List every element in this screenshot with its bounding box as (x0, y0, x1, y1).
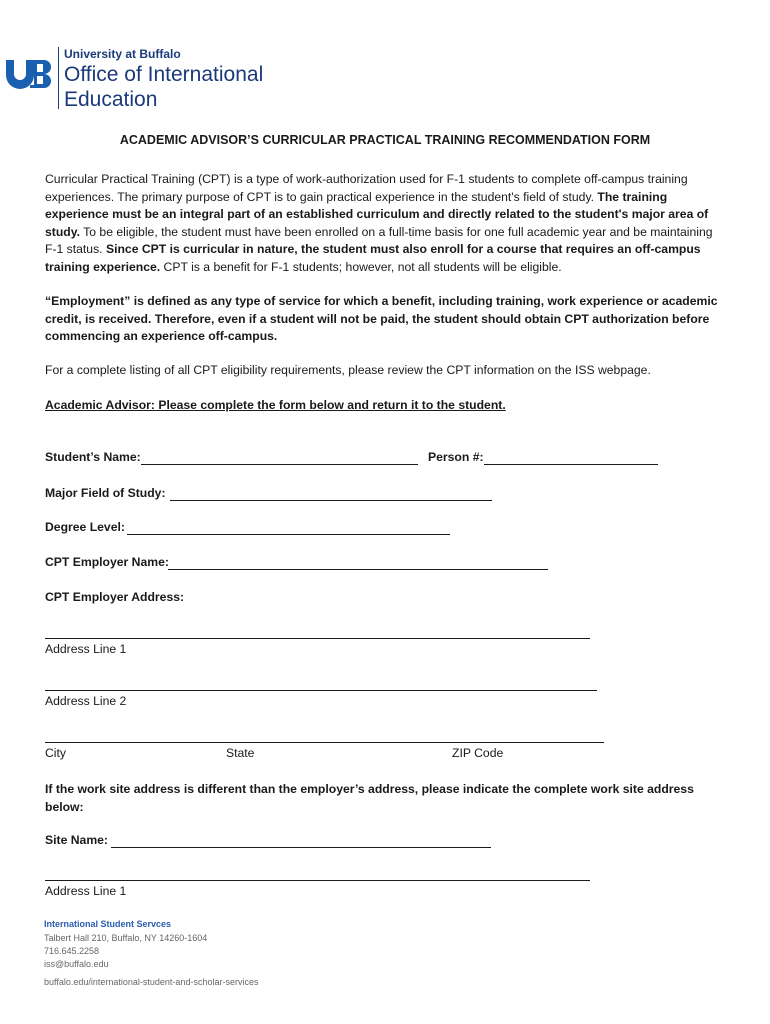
footer-office: International Student Servces (44, 919, 172, 929)
degree-field[interactable] (127, 534, 450, 535)
employer-name-label: CPT Employer Name: (45, 555, 169, 569)
office-name-line2: Education (64, 88, 158, 111)
site-name-label: Site Name: (45, 833, 108, 847)
intro-paragraph (45, 171, 725, 277)
person-number-field[interactable] (484, 464, 658, 465)
person-number-label: Person #: (428, 450, 484, 464)
intro-bold-2: Since CPT is curricular in nature, the student must also enroll for a course that requires an off-campus training experience. (45, 242, 701, 274)
footer-address: Talbert Hall 210, Buffalo, NY 14260-1604 (44, 933, 208, 943)
address-line2-field[interactable] (45, 690, 597, 691)
student-name-label: Student’s Name: (45, 450, 141, 464)
university-name: University at Buffalo (64, 47, 181, 61)
footer-phone: 716.645.2258 (44, 946, 100, 956)
degree-label: Degree Level: (45, 520, 125, 534)
address-line2-label: Address Line 2 (45, 694, 127, 708)
office-name-line1: Office of International (64, 63, 264, 86)
site-address-line1-label: Address Line 1 (45, 884, 127, 898)
employer-address-label: CPT Employer Address: (45, 590, 185, 604)
address-line1-label: Address Line 1 (45, 642, 127, 656)
major-field[interactable] (170, 500, 492, 501)
intro-text-3: CPT is a benefit for F-1 students; however, not all students will be eligible. (163, 259, 562, 274)
city-label: City (45, 746, 66, 760)
site-address-line1-field[interactable] (45, 880, 590, 881)
zip-label: ZIP Code (452, 746, 504, 760)
advisor-instructions: Academic Advisor: Please complete the form below and return it to the student. (45, 398, 506, 412)
worksite-instructions: If the work site address is different than the employer’s address, please indicate the complete work site address below: (45, 782, 694, 814)
major-label: Major Field of Study: (45, 486, 166, 500)
address-line1-field[interactable] (45, 638, 590, 639)
form-title: ACADEMIC ADVISOR’S CURRICULAR PRACTICAL TRAINING RECOMMENDATION FORM (119, 133, 651, 147)
employer-name-field[interactable] (168, 569, 548, 570)
intro-text-1: Curricular Practical Training (CPT) is a type of work-authorization used for F-1 students to complete off-campus training experiences. The primary purpose of CPT is to gain practical experience in the student's field of study. (45, 172, 688, 204)
logo-divider (58, 47, 59, 109)
listing-text: For a complete listing of all CPT eligibility requirements, please review the CPT information on the ISS webpage. (45, 363, 651, 377)
intro-bold-1: The training experience must be an integral part of an established curriculum and directly related to the student's major area of study. (45, 189, 709, 239)
site-name-field[interactable] (111, 847, 491, 848)
employment-definition: “Employment” is defined as any type of service for which a benefit, including training, work experience or academic credit, is received. Therefore, even if a student will not be paid, the student should obtain CPT authorization before commencing an experience off-campus. (45, 294, 718, 344)
state-label: State (226, 746, 255, 760)
city-state-zip-field[interactable] (45, 742, 604, 743)
student-name-field[interactable] (141, 464, 418, 465)
footer-url[interactable]: buffalo.edu/international-student-and-scholar-services (44, 977, 259, 987)
intro-text-2: To be eligible, the student must have been enrolled on a full-time basis for one full academic year and be maintaining F-1 status. (45, 224, 713, 257)
footer-email[interactable]: iss@buffalo.edu (44, 959, 109, 969)
